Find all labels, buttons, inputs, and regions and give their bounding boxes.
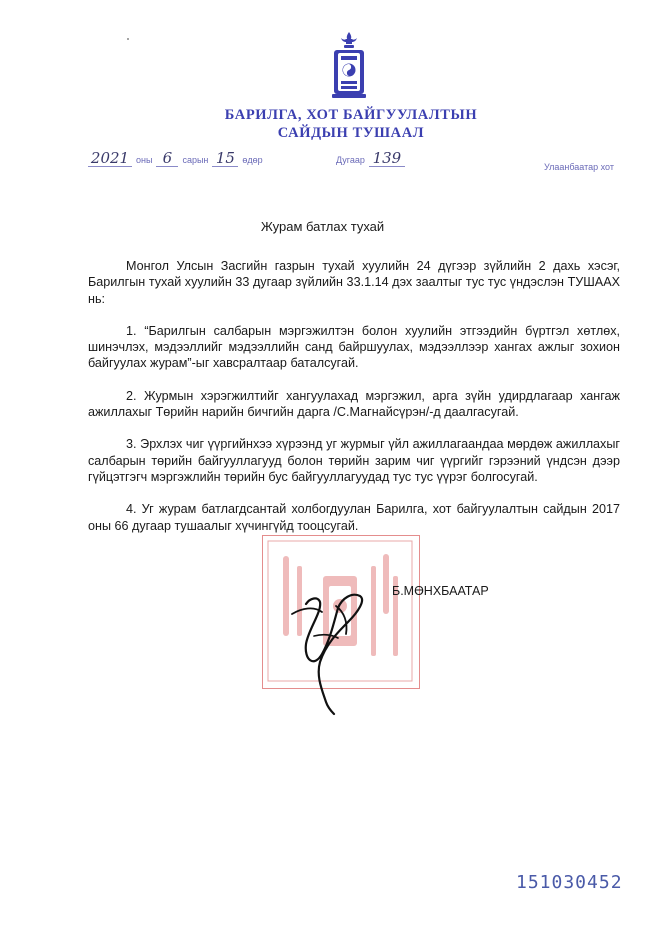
heading-line-2: САЙДЫН ТУШААЛ — [277, 125, 425, 141]
order-number-label: Дугаар — [336, 155, 365, 165]
document-subject: Журам батлах тухай — [260, 219, 385, 234]
decree-item-2: 2. Журмын хэрэгжилтийг хангуулахад мэргэжил, арга зүйн удирдлагаар хангаж ажиллахыг Төрийн нарийн бичгийн дарга /С.Магнайсүрэн/-д даалгасугай. — [88, 388, 620, 420]
order-number-value: 139 — [369, 150, 405, 167]
date-field — [88, 150, 267, 174]
state-emblem-icon — [328, 30, 370, 100]
handwritten-signature — [278, 578, 390, 718]
date-year-value: 2021 — [88, 150, 132, 167]
decree-item-1: 1. “Барилгын салбарын мэргэжилтэн болон хуулийн этгээдийн бүртгэл хөтлөх, шинэчлэх, мэдээллийг мэдээллийн санд байршуулах, мэдээллээр хангах ажлыг зохион байгуулах журам”-ыг хавсралтаар баталсугай. — [88, 323, 620, 371]
ministry-order-heading — [220, 106, 482, 142]
order-number-field — [332, 150, 405, 174]
date-year-label: оны — [136, 155, 153, 165]
decree-intro: Монгол Улсын Засгийн газрын тухай хуулийн 24 дүгээр зүйлийн 2 дахь хэсэг, Барилгын тухай хуулийн 33 дугаар зүйлийн 33.1.14 дэх заалтыг тус тус үндэслэн ТУШААХ нь: — [88, 259, 620, 306]
heading-line-1: БАРИЛГА, ХОТ БАЙГУУЛАЛТЫН — [224, 107, 478, 123]
scan-speck — [127, 38, 129, 40]
decree-item-4: 4. Уг журам батлагдсантай холбогдуулан Барилга, хот байгуулалтын сайдын 2017 оны 66 дугаар тушаалыг хүчингүйд тооцсугай. — [88, 502, 620, 533]
decree-body — [88, 258, 620, 550]
signer-name: Б.МӨНХБААТАР — [392, 584, 489, 598]
document-serial-number: 151030452 — [516, 872, 623, 893]
city-label: Улаанбаатар хот — [544, 162, 614, 172]
date-day-value: 15 — [212, 150, 238, 167]
date-day-label: өдөр — [242, 155, 263, 165]
date-month-label: сарын — [182, 155, 209, 165]
decree-item-3: 3. Эрхлэх чиг үүргийнхээ хүрээнд уг журмыг үйл ажиллагаандаа мөрдөж ажиллахыг салбарын төрийн байгууллагууд болон төрийн зарим чиг үүргийг гэрээний үндсэн дээр гүйцэтгэгч мэргэжлийн төрийн бус байгууллагуудад тус тус үүрэг болгосугай. — [88, 437, 620, 484]
date-month-value: 6 — [156, 150, 178, 167]
